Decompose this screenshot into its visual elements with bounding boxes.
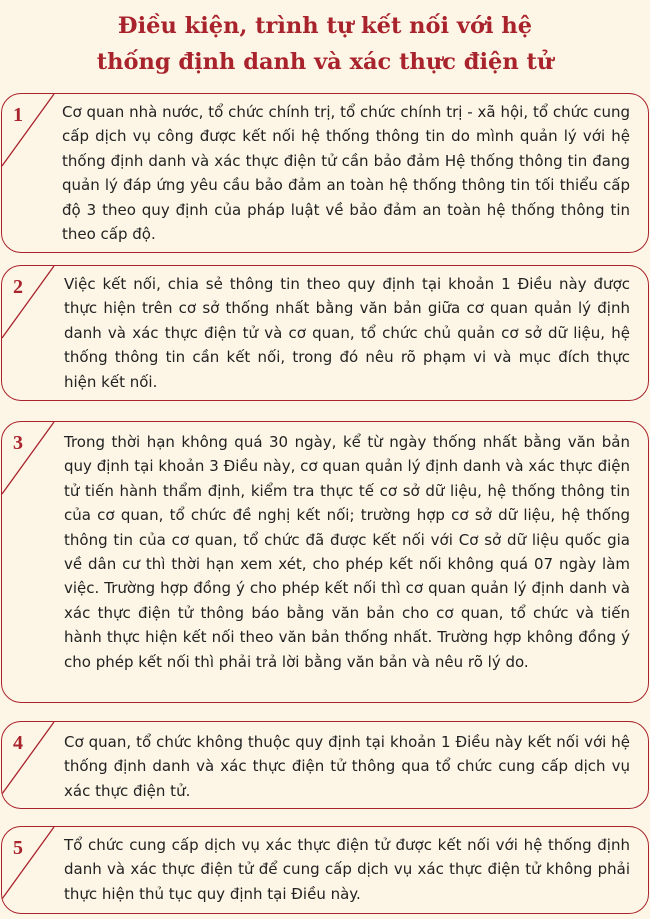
title-line-2: thống định danh và xác thực điện tử (96, 49, 554, 75)
item-card-5 (1, 826, 649, 914)
item-text: Cơ quan, tổ chức không thuộc quy định tại khoản 1 Điều này kết nối với hệ thống định danh và xác thực điện tử thông qua tổ chức cung cấp dịch vụ xác thực điện tử. (64, 733, 630, 800)
item-text: Trong thời hạn không quá 30 ngày, kể từ ngày thống nhất bằng văn bản quy định tại khoản 3 Điều này, cơ quan quản lý định danh và xác thực điện tử tiến hành thẩm định, kiểm tra thực tế cơ sở dữ liệu, hệ thống thông tin của cơ quan, tổ chức đề nghị kết nối; trường hợp cơ sở dữ liệu, hệ thống thông tin của cơ quan, tổ chức đã được kết nối với Cơ sở dữ liệu quốc gia về dân cư thì thời hạn xem xét, cho phép kết nối không quá 07 ngày làm việc. Trường hợp đồng ý cho phép kết nối thì cơ quan quản lý định danh và xác thực điện tử thông báo bằng văn bản cho cơ quan, tổ chức và tiến hành thực hiện kết nối theo văn bản thống nhất. Trường hợp không đồng ý cho phép kết nối thì phải trả lời bằng văn bản và nêu rõ lý do. (64, 433, 630, 671)
item-card-2 (1, 265, 649, 401)
corner-diagonal-line (2, 266, 62, 366)
item-card-3 (1, 421, 649, 703)
item-number: 4 (13, 732, 23, 754)
item-text: Tổ chức cung cấp dịch vụ xác thực điện tử được kết nối với hệ thống định danh và xác thực điện tử để cung cấp dịch vụ xác thực điện tử không phải thực hiện thủ tục quy định tại Điều này. (64, 836, 630, 903)
item-card-1 (1, 93, 649, 253)
item-number: 5 (13, 837, 23, 859)
item-text: Cơ quan nhà nước, tổ chức chính trị, tổ chức chính trị - xã hội, tổ chức cung cấp dịch vụ công được kết nối hệ thống thông tin do mình quản lý với hệ thống định danh và xác thực điện tử cần bảo đảm Hệ thống thông tin đang quản lý đáp ứng yêu cầu bảo đảm an toàn hệ thống thông tin tối thiểu cấp độ 3 theo quy định của pháp luật về bảo đảm an toàn hệ thống thông tin theo cấp độ. (62, 103, 630, 244)
item-number: 3 (13, 432, 23, 454)
corner-diagonal-line (2, 827, 62, 914)
item-text: Việc kết nối, chia sẻ thông tin theo quy định tại khoản 1 Điều này được thực hiện trên cơ sở thống nhất bằng văn bản giữa cơ quan quản lý định danh và xác thực điện tử và cơ quan, tổ chức chủ quản cơ sở dữ liệu, hệ thống thông tin cần kết nối, trong đó nêu rõ phạm vi và mục đích thực hiện kết nối. (64, 275, 630, 391)
item-number: 2 (13, 276, 23, 298)
item-card-4 (1, 721, 649, 809)
corner-diagonal-line (2, 94, 62, 194)
page-title (0, 8, 650, 80)
corner-diagonal-line (2, 722, 62, 809)
corner-diagonal-line (2, 422, 62, 522)
title-line-1: Điều kiện, trình tự kết nối với hệ (117, 13, 533, 39)
item-number: 1 (13, 104, 23, 126)
